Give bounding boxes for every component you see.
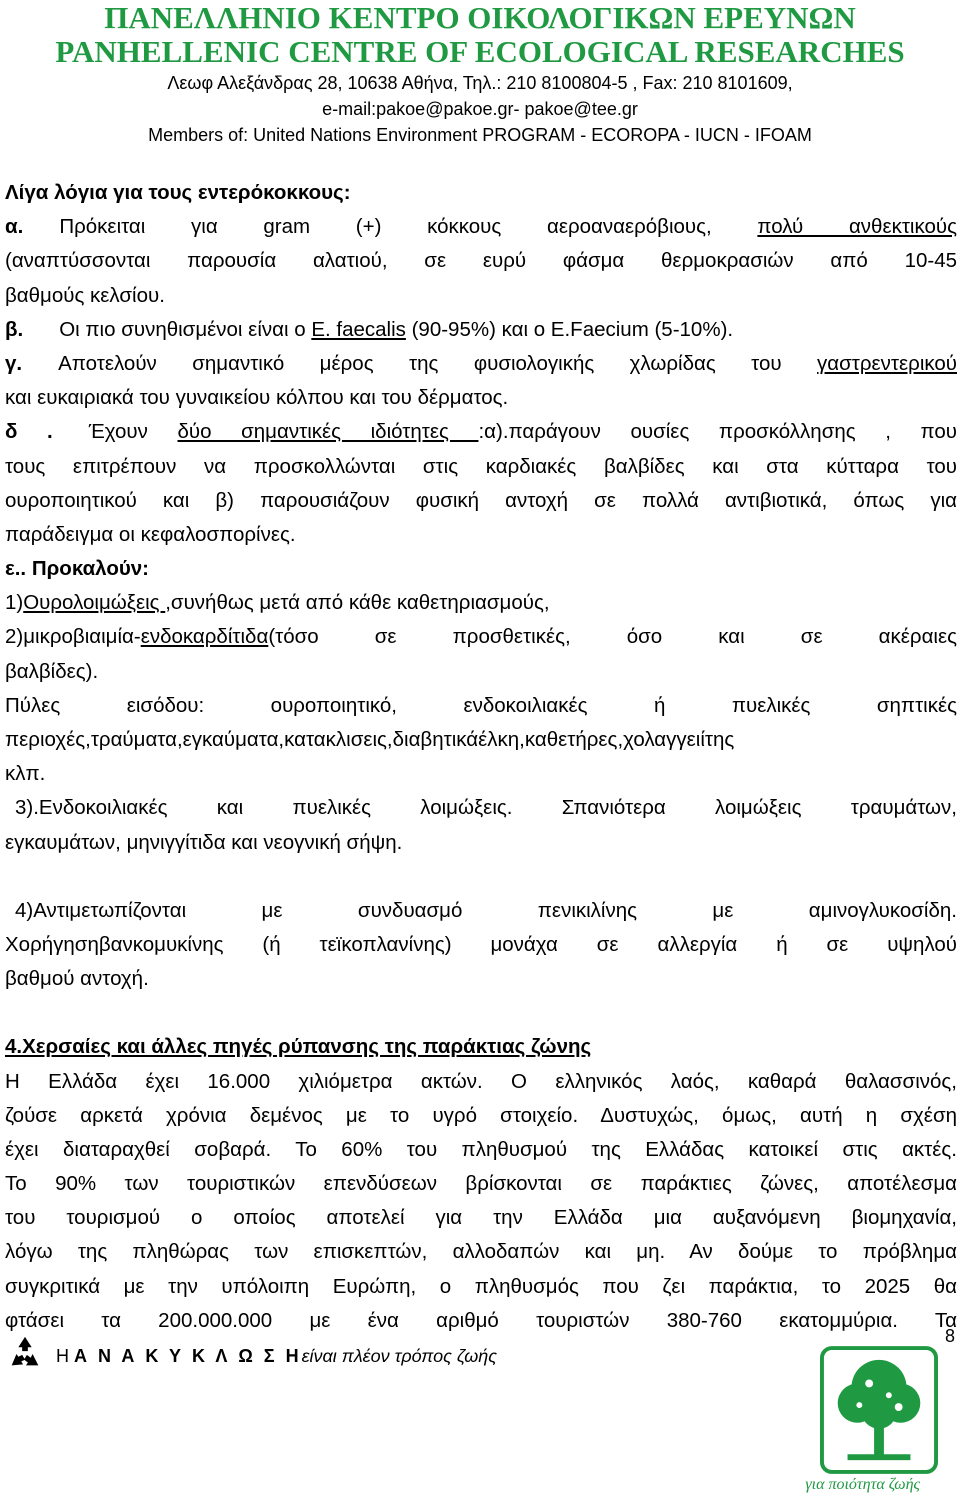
item-label: γ. bbox=[5, 351, 23, 375]
paragraph-e-item-1 bbox=[5, 586, 957, 620]
text: ,συνήθως μετά από κάθε καθετηριασμούς, bbox=[165, 591, 550, 615]
document-body bbox=[5, 176, 957, 1338]
paragraph-3-line-2: εγκαυμάτων, μηνιγγίτιδα και νεογνική σήψη. bbox=[5, 830, 403, 854]
section-4-line-8: φτάσει τα 200.000.000 με ένα αριθμό τουριστών 380-760 εκατομμύρια. Τα bbox=[5, 1308, 957, 1332]
org-title-english: PANHELLENIC CENTRE OF ECOLOGICAL RESEARCHES bbox=[55, 34, 905, 69]
paragraph-d-line-1 bbox=[5, 415, 957, 449]
text: (90-95%) και ο E.Faecium (5-10%). bbox=[405, 317, 734, 341]
text: 1) bbox=[5, 591, 24, 615]
slogan-bold: Α Ν Α Κ Υ Κ Λ Ω Σ Η bbox=[74, 1346, 302, 1366]
paragraph-e-item-2-cont: βαλβίδες). bbox=[5, 659, 99, 683]
paragraph-3-line-1 bbox=[5, 791, 957, 825]
recycle-icon bbox=[6, 1334, 44, 1372]
underlined-text: Ουρολοιμώξεις bbox=[23, 591, 166, 615]
paragraph-e-item-2 bbox=[5, 620, 957, 654]
section-4-line-1: Η Ελλάδα έχει 16.000 χιλιόμετρα ακτών. Ο ελληνικός λαός, καθαρά θαλασσινός, bbox=[5, 1069, 957, 1093]
text: Αποτελούν σημαντικό μέρος της φυσιολογικής χλωρίδας του bbox=[58, 351, 818, 375]
underlined-text: δύο σημαντικές ιδιότητες bbox=[177, 420, 479, 444]
paragraph-a-line-3: βαθμούς κελσίου. bbox=[5, 283, 165, 307]
text: 2)μικροβιαιμία- bbox=[5, 625, 141, 649]
text: 4)Αντιμετωπίζονται με συνδυασμό πενικιλίνης με αμινογλυκοσίδη. bbox=[15, 898, 957, 922]
paragraph-4-line-2: Χορήγησηβανκομυκίνης (ή τεϊκοπλανίνης) μονάχα σε αλλεργία ή σε υψηλού bbox=[5, 932, 957, 956]
paragraph-e-label: ε.. Προκαλούν: bbox=[5, 557, 150, 581]
tree-logo-icon bbox=[820, 1346, 938, 1474]
section-4-line-3: έχει διαταραχθεί σοβαρά. Το 60% του πληθυσμού της Ελλάδας κατοικεί στις ακτές. bbox=[5, 1137, 957, 1161]
org-address: Λεωφ Αλεξάνδρας 28, 10638 Αθήνα, Τηλ.: 210 8100804-5 , Fax: 210 8101609, bbox=[167, 73, 793, 93]
text: Έχουν bbox=[88, 420, 178, 444]
section-4-line-5: του τουρισμού ο οποίος αποτελεί για την Ελλάδα μια αυξανόμενη βιομηχανία, bbox=[5, 1206, 957, 1230]
gates-line-1: Πύλες εισόδου: ουροποιητικό, ενδοκοιλιακές ή πυελικές σηπτικές bbox=[5, 693, 957, 717]
page-footer bbox=[0, 1326, 960, 1505]
footer-slogan bbox=[56, 1346, 497, 1367]
text: (τόσο σε προσθετικές, όσο και σε ακέραιες bbox=[268, 625, 957, 649]
item-label: β. bbox=[5, 317, 24, 341]
tree-logo-caption: για ποιότητα ζωής bbox=[805, 1476, 920, 1493]
underlined-text: γαστρεντερικού bbox=[817, 351, 957, 375]
item-label: δ . bbox=[5, 420, 53, 444]
page-number: 8 bbox=[944, 1326, 955, 1346]
item-label: α. bbox=[5, 215, 24, 239]
paragraph-c-line-2: και ευκαιριακά του γυναικείου κόλπου και του δέρματος. bbox=[5, 386, 509, 410]
paragraph-a-line-2: (αναπτύσσονται παρουσία αλατιού, σε ευρύ φάσμα θερμοκρασιών από 10-45 bbox=[5, 249, 957, 273]
org-email: e-mail:pakoe@pakoe.gr- pakoe@tee.gr bbox=[322, 99, 638, 119]
section-4-line-4: Το 90% των τουριστικών επενδύσεων βρίσκονται σε παράκτιες ζώνες, αποτέλεσμα bbox=[5, 1172, 957, 1196]
paragraph-d-line-3: ουροποιητικού και β) παρουσιάζουν φυσική αντοχή σε πολλά αντιβιοτικά, όπως για bbox=[5, 488, 957, 512]
paragraph-b bbox=[5, 313, 957, 347]
underlined-text: ενδοκαρδίτιδα bbox=[140, 625, 269, 649]
section-4-heading: 4.Χερσαίες και άλλες πηγές ρύπανσης της παράκτιας ζώνης bbox=[5, 1035, 592, 1059]
slogan-prefix: Η bbox=[56, 1346, 74, 1366]
paragraph-4-line-1 bbox=[5, 894, 957, 928]
paragraph-c-line-1 bbox=[5, 347, 957, 381]
org-memberships: Members of: United Nations Environment PROGRAM - ECOROPA - IUCN - IFOAM bbox=[148, 125, 812, 145]
paragraph-4-line-3: βαθμού αντοχή. bbox=[5, 967, 149, 991]
section-4-line-7: συγκριτικά με την υπόλοιπη Ευρώπη, ο πληθυσμός που ζει παράκτια, το 2025 θα bbox=[5, 1274, 957, 1298]
text: Πρόκειται για gram (+) κόκκους αεροαναερόβιους, bbox=[59, 215, 758, 239]
paragraph-a-line-1 bbox=[5, 210, 957, 244]
section-4-line-2: ζούσε αρκετά χρόνια δεμένος με το υγρό στοιχείο. Δυστυχώς, όμως, αυτή η σχέση bbox=[5, 1103, 957, 1127]
text: 3).Ενδοκοιλιακές και πυελικές λοιμώξεις. Σπανιότερα λοιμώξεις τραυμάτων, bbox=[15, 796, 957, 820]
paragraph-d-line-4: παράδειγμα οι κεφαλοσπορίνες. bbox=[5, 522, 296, 546]
slogan-rest: είναι πλέον τρόπος ζωής bbox=[301, 1346, 498, 1366]
gates-line-3: κλπ. bbox=[5, 762, 46, 786]
org-title-greek: ΠΑΝΕΛΛΗΝΙΟ ΚΕΝΤΡΟ ΟΙΚΟΛΟΓΙΚΩΝ ΕΡΕΥΝΩΝ bbox=[104, 0, 856, 35]
section-4-line-6: λόγω της πληθώρας των επισκεπτών, αλλοδαπών και μη. Αν δούμε το πρόβλημα bbox=[5, 1240, 957, 1264]
section-heading: Λίγα λόγια για τους εντερόκοκκους: bbox=[5, 181, 351, 204]
gates-line-2: περιοχές,τραύματα,εγκαύματα,κατακλισεις,διαβητικάέλκη,καθετήρες,χολαγγειίτης bbox=[5, 728, 735, 751]
text: :α).παράγουν ουσίες προσκόλλησης , που bbox=[478, 420, 958, 444]
underlined-text: E. faecalis bbox=[311, 317, 406, 341]
underlined-text: πολύ ανθεκτικούς bbox=[757, 215, 957, 239]
paragraph-d-line-2: τους επιτρέπουν να προσκολλώνται στις καρδιακές βαλβίδες και στα κύτταρα του bbox=[5, 454, 957, 478]
text: Οι πιο συνηθισμένοι είναι ο bbox=[59, 317, 312, 341]
